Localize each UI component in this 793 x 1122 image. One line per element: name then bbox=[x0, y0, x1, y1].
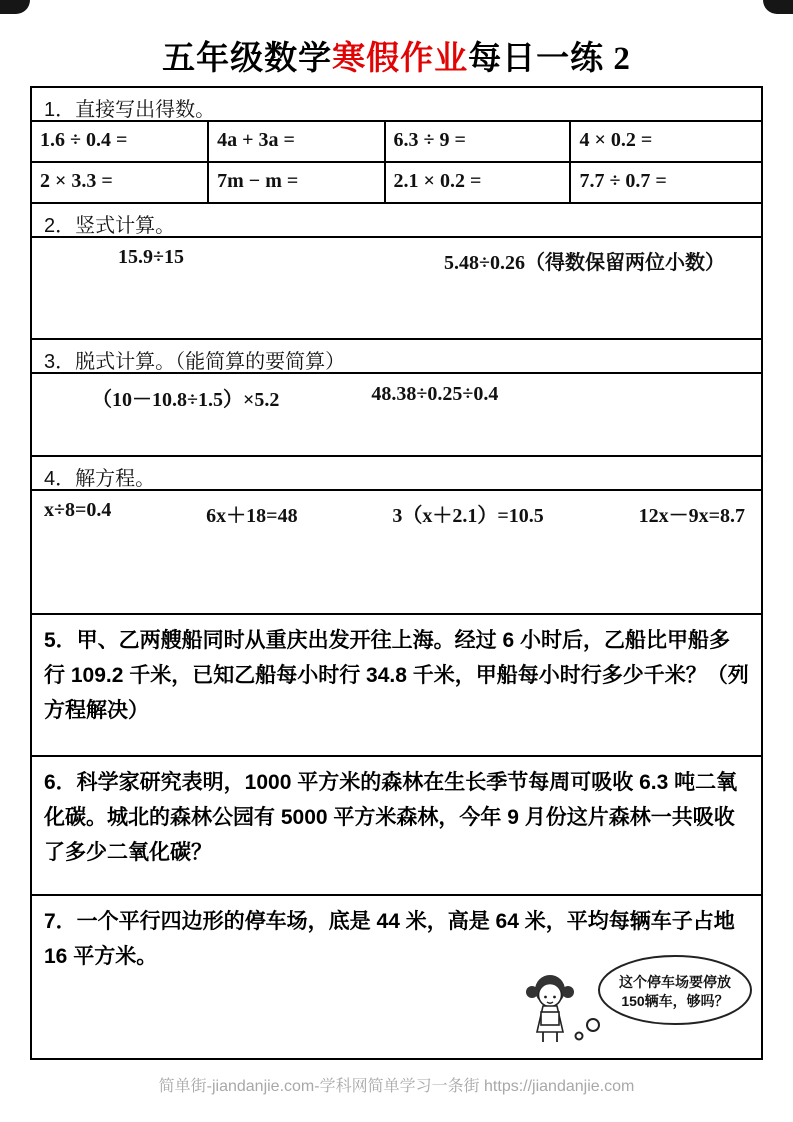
word-problem-6: 6．科学家研究表明，1000 平方米的森林在生长季节每周可吸收 6.3 吨二氧化碳。城北的森林公园有 5000 平方米森林，今年 9 月份这片森林一共吸收了多少二氧化碳？ bbox=[32, 757, 761, 896]
section-1-header: 1．直接写出得数。 bbox=[32, 88, 761, 122]
title-part-accent: 寒假作业 bbox=[332, 41, 469, 77]
word-problem-5: 5．甲、乙两艘船同时从重庆出发开往上海。经过 6 小时后，乙船比甲船多行 109.2 千米，已知乙船每小时行 34.8 千米，甲船每小时行多少千米？（列方程解决） bbox=[32, 615, 761, 757]
word-problem-7 bbox=[32, 896, 761, 1058]
step-calc-problem-2: 48.38÷0.25÷0.4 bbox=[371, 383, 499, 405]
section-2-header: 2．竖式计算。 bbox=[32, 204, 761, 238]
worksheet-table bbox=[30, 86, 763, 1060]
speech-bubble-text-line-1: 这个停车场要停放 bbox=[619, 974, 731, 990]
equation-2: 6x＋18=48 bbox=[206, 505, 298, 527]
equation-1: x÷8=0.4 bbox=[44, 499, 112, 521]
section-4-workspace bbox=[32, 491, 761, 615]
girl-figure bbox=[526, 975, 574, 1042]
watermark-footer: 简单街-jiandanjie.com-学科网简单学习一条街 https://jiandanjie.com bbox=[158, 1078, 635, 1095]
section-3-workspace bbox=[32, 374, 761, 457]
equation-4: 12x－9x=8.7 bbox=[638, 505, 745, 527]
expression-cell: 2 × 3.3 = bbox=[32, 163, 209, 202]
expression-cell: 2.1 × 0.2 = bbox=[386, 163, 572, 202]
expression-cell: 4a + 3a = bbox=[209, 122, 385, 161]
scan-corner-artifact-right bbox=[763, 0, 793, 14]
expression-cell: 4 × 0.2 = bbox=[579, 129, 653, 151]
speech-bubble-text-line-2: 150辆车，够吗？ bbox=[621, 993, 729, 1009]
title-part-grade: 五年级数学 bbox=[162, 41, 333, 77]
expression-cell: 6.3 ÷ 9 = bbox=[386, 122, 572, 161]
expression-cell: 1.6 ÷ 0.4 = bbox=[32, 122, 209, 161]
word-problem-7-text: 7．一个平行四边形的停车场，底是 44 米，高是 64 米，平均每辆车子占地 16 平方米。 bbox=[44, 910, 735, 968]
cartoon-girl-with-speech-bubble bbox=[517, 950, 755, 1056]
expression-cell: 7m − m = bbox=[209, 163, 385, 202]
page-title bbox=[0, 32, 793, 79]
section-3-header: 3．脱式计算。（能简算的要简算） bbox=[32, 340, 761, 374]
expression-cell: 7.7 ÷ 0.7 = bbox=[579, 170, 667, 192]
vertical-calc-problem-2: 5.48÷0.26（得数保留两位小数） bbox=[444, 252, 725, 274]
scan-corner-artifact-left bbox=[0, 0, 30, 14]
section-1-grid-row-2 bbox=[32, 163, 761, 204]
section-4-header: 4．解方程。 bbox=[32, 457, 761, 491]
title-part-suffix: 每日一练 2 bbox=[468, 41, 631, 77]
equation-3: 3（x＋2.1）=10.5 bbox=[392, 505, 544, 527]
vertical-calc-problem-1: 15.9÷15 bbox=[118, 246, 184, 268]
step-calc-problem-1: （10－10.8÷1.5）×5.2 bbox=[92, 389, 280, 411]
section-1-grid-row-1 bbox=[32, 122, 761, 163]
section-2-workspace bbox=[32, 238, 761, 340]
